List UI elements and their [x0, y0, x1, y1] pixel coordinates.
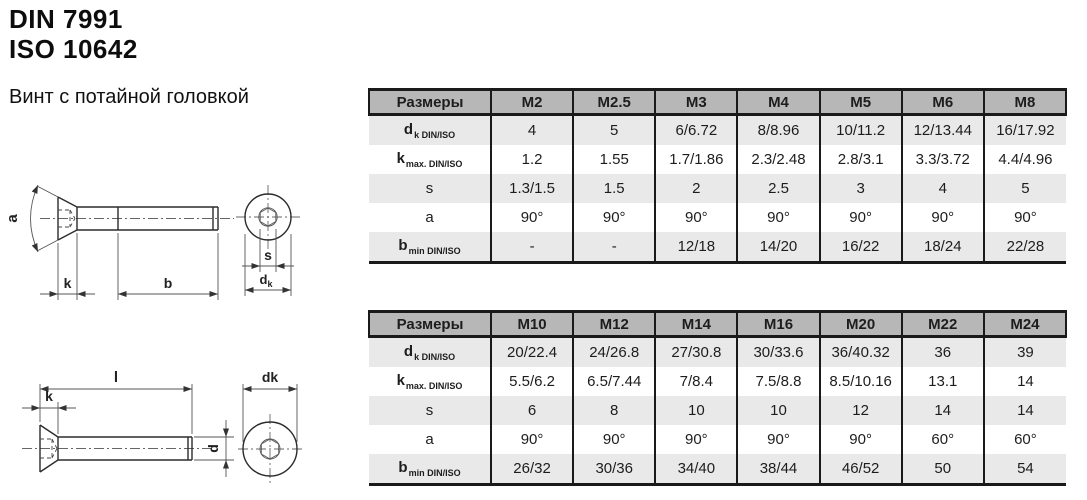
dim-label-dk: dk [261, 369, 279, 385]
product-title: Винт с потайной головкой [9, 86, 249, 108]
column-header: M16 [737, 312, 819, 337]
column-header: M12 [573, 312, 655, 337]
table-cell: 2.3/2.48 [737, 145, 819, 174]
table-cell: 2.5 [737, 174, 819, 203]
screw-end-view [236, 185, 300, 296]
drawing-top [4, 154, 334, 312]
table-cell: 7.5/8.8 [737, 367, 819, 396]
column-header: M2.5 [573, 90, 655, 115]
standard-din: DIN 7991 [9, 4, 123, 34]
table-cell: 36/40.32 [820, 337, 902, 368]
dim-label-k: k [45, 388, 53, 404]
table-row [369, 203, 1066, 232]
table-cell: 14 [984, 367, 1066, 396]
column-header: M14 [655, 312, 737, 337]
table-cell: 60° [902, 425, 984, 454]
screw-end-view [238, 369, 302, 484]
table-cell: 90° [820, 203, 902, 232]
table-cell: 7/8.4 [655, 367, 737, 396]
table-cell: 5 [984, 174, 1066, 203]
dimensions-table-large-sizes [368, 310, 1067, 486]
dimensions-table-small-sizes [368, 88, 1067, 264]
table-cell: 2 [655, 174, 737, 203]
table-cell: 6/6.72 [655, 115, 737, 146]
row-label: $k_{max. DIN/ISO}$ [369, 367, 491, 396]
column-header: Размеры [369, 312, 491, 337]
table-cell: 1.5 [573, 174, 655, 203]
table-cell: 13.1 [902, 367, 984, 396]
table-cell: 1.3/1.5 [491, 174, 573, 203]
table-cell: 14 [902, 396, 984, 425]
table-cell: 18/24 [902, 232, 984, 263]
column-header: M22 [902, 312, 984, 337]
table-cell: 12/13.44 [902, 115, 984, 146]
dim-label-d: d [205, 444, 221, 453]
table-cell: 8/8.96 [737, 115, 819, 146]
table-row [369, 145, 1066, 174]
table-cell: 90° [737, 425, 819, 454]
table-cell: 90° [902, 203, 984, 232]
table-cell: 22/28 [984, 232, 1066, 263]
table-cell: 4.4/4.96 [984, 145, 1066, 174]
screw-side-view [22, 369, 234, 477]
table-cell: 4 [491, 115, 573, 146]
table-cell: 36 [902, 337, 984, 368]
table-row [369, 174, 1066, 203]
header-row [369, 90, 1066, 115]
table-cell: 3.3/3.72 [902, 145, 984, 174]
table-cell: 10 [655, 396, 737, 425]
table-cell: 1.7/1.86 [655, 145, 737, 174]
row-label: $b_{min DIN/ISO}$ [369, 232, 491, 263]
table-row [369, 337, 1066, 368]
table-cell: 38/44 [737, 454, 819, 485]
dim-label-b: b [163, 275, 173, 291]
table-cell: 30/36 [573, 454, 655, 485]
table-row [369, 115, 1066, 146]
table-cell: 46/52 [820, 454, 902, 485]
table-row [369, 454, 1066, 485]
table-cell: 16/22 [820, 232, 902, 263]
row-label: $d_{k DIN/ISO}$ [369, 115, 491, 146]
table-cell: 8 [573, 396, 655, 425]
table-cell: 6.5/7.44 [573, 367, 655, 396]
table-cell: 14 [984, 396, 1066, 425]
table-cell: 90° [820, 425, 902, 454]
table-cell: 1.55 [573, 145, 655, 174]
header-row [369, 312, 1066, 337]
table-cell: 1.2 [491, 145, 573, 174]
row-label: $k_{max. DIN/ISO}$ [369, 145, 491, 174]
table-cell: 34/40 [655, 454, 737, 485]
dim-label-a: a [4, 214, 21, 223]
table-cell: 8.5/10.16 [820, 367, 902, 396]
table-row [369, 396, 1066, 425]
table-cell: 5 [573, 115, 655, 146]
table-cell: 26/32 [491, 454, 573, 485]
dim-label-k: k [63, 275, 72, 291]
table-cell: 50 [902, 454, 984, 485]
table-cell: 90° [491, 203, 573, 232]
table-cell: 6 [491, 396, 573, 425]
table-row [369, 425, 1066, 454]
table-cell: 90° [737, 203, 819, 232]
table-cell: 90° [655, 425, 737, 454]
table-cell: 90° [491, 425, 573, 454]
column-header: M20 [820, 312, 902, 337]
table-cell: 12/18 [655, 232, 737, 263]
table-cell: 27/30.8 [655, 337, 737, 368]
table-cell: 14/20 [737, 232, 819, 263]
table-cell: 39 [984, 337, 1066, 368]
table-cell: 10/11.2 [820, 115, 902, 146]
table-cell: 60° [984, 425, 1066, 454]
column-header: M4 [737, 90, 819, 115]
table-cell: - [491, 232, 573, 263]
column-header: M3 [655, 90, 737, 115]
column-header: M6 [902, 90, 984, 115]
column-header: M5 [820, 90, 902, 115]
table-cell: 90° [655, 203, 737, 232]
row-label: s [369, 174, 491, 203]
screw-side-view [4, 185, 234, 300]
table-cell: 54 [984, 454, 1066, 485]
table-cell: 90° [984, 203, 1066, 232]
table-cell: 16/17.92 [984, 115, 1066, 146]
row-label: $b_{min DIN/ISO}$ [369, 454, 491, 485]
row-label: $d_{k DIN/ISO}$ [369, 337, 491, 368]
row-label: a [369, 203, 491, 232]
table-cell: 2.8/3.1 [820, 145, 902, 174]
table-row [369, 367, 1066, 396]
column-header: M10 [491, 312, 573, 337]
column-header: M24 [984, 312, 1066, 337]
table-cell: 10 [737, 396, 819, 425]
table-cell: 30/33.6 [737, 337, 819, 368]
table-cell: - [573, 232, 655, 263]
column-header: Размеры [369, 90, 491, 115]
column-header: M8 [984, 90, 1066, 115]
drawing-bottom [4, 342, 334, 500]
row-label: a [369, 425, 491, 454]
table-cell: 20/22.4 [491, 337, 573, 368]
column-header: M2 [491, 90, 573, 115]
table-cell: 90° [573, 425, 655, 454]
row-label: s [369, 396, 491, 425]
table-row [369, 232, 1066, 263]
standard-iso: ISO 10642 [9, 34, 138, 64]
dim-label-dk: $d_k$ [259, 272, 273, 289]
table-cell: 90° [573, 203, 655, 232]
table-cell: 4 [902, 174, 984, 203]
table-cell: 5.5/6.2 [491, 367, 573, 396]
table-cell: 3 [820, 174, 902, 203]
dim-label-s: s [264, 247, 272, 263]
table-cell: 24/26.8 [573, 337, 655, 368]
table-cell: 12 [820, 396, 902, 425]
dim-label-l: l [113, 369, 119, 386]
standards-title-block [9, 4, 138, 64]
